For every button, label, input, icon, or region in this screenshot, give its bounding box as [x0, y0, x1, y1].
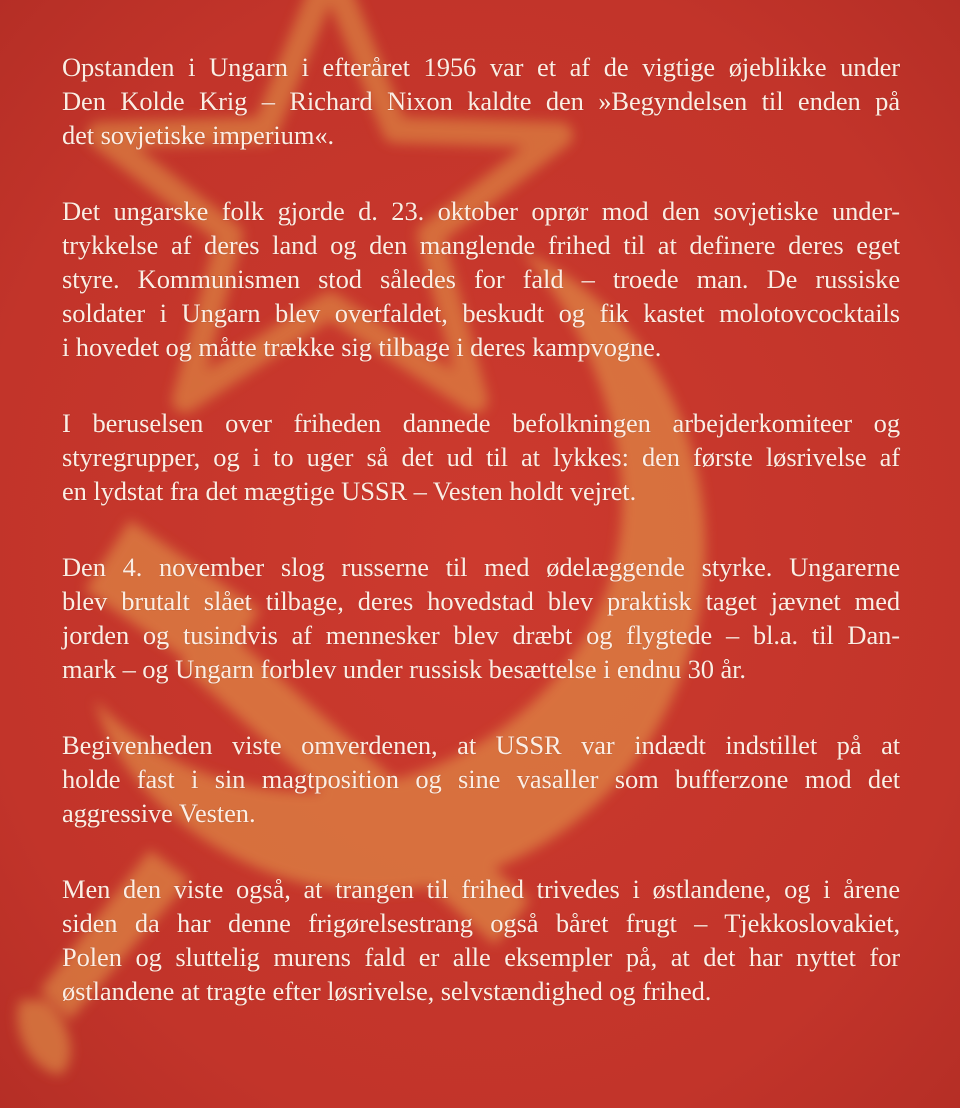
text-line: soldater i Ungarn blev overfaldet, beskudt og fik kastet molotovcocktails [62, 298, 900, 328]
text-line: en lydstat fra det mægtige USSR – Vesten holdt vejret. [62, 476, 637, 506]
text-line: Men den viste også, at trangen til frihed trivedes i østlandene, og i årene [62, 874, 900, 904]
paragraph-4 [62, 550, 900, 686]
text-line: Polen og sluttelig murens fald er alle eksempler på, at det har nyttet for [62, 942, 900, 972]
text-line: Opstanden i Ungarn i efteråret 1956 var et af de vigtige øjeblikke under [62, 52, 900, 82]
text-line: Den 4. november slog russerne til med ødelæggende styrke. Ungarerne [62, 552, 900, 582]
text-line: i hovedet og måtte trække sig tilbage i deres kampvogne. [62, 332, 662, 362]
body-text [62, 50, 900, 1008]
text-line: siden da har denne frigørelsestrang også båret frugt – Tjekkoslovakiet, [62, 908, 900, 938]
text-line: holde fast i sin magtposition og sine vasaller som bufferzone mod det [62, 764, 900, 794]
text-line: mark – og Ungarn forblev under russisk besættelse i endnu 30 år. [62, 654, 746, 684]
text-line: aggressive Vesten. [62, 798, 256, 828]
paragraph-6 [62, 872, 900, 1008]
text-line: det sovjetiske imperium«. [62, 120, 335, 150]
text-line: blev brutalt slået tilbage, deres hovedstad blev praktisk taget jævnet med [62, 586, 900, 616]
paragraph-5 [62, 728, 900, 830]
text-line: styregrupper, og i to uger så det ud til at lykkes: den første løsrivelse af [62, 442, 900, 472]
text-line: trykkelse af deres land og den manglende frihed til at definere deres eget [62, 230, 900, 260]
paragraph-1 [62, 50, 900, 152]
text-line: Begivenheden viste omverdenen, at USSR var indædt indstillet på at [62, 730, 900, 760]
text-line: østlandene at tragte efter løsrivelse, selvstændighed og frihed. [62, 976, 712, 1006]
text-line: I beruselsen over friheden dannede befolkningen arbejderkomiteer og [62, 408, 900, 438]
paragraph-3 [62, 406, 900, 508]
text-line: Den Kolde Krig – Richard Nixon kaldte den »Begyndelsen til enden på [62, 86, 900, 116]
text-line: Det ungarske folk gjorde d. 23. oktober oprør mod den sovjetiske under- [62, 196, 900, 226]
text-line: jorden og tusindvis af mennesker blev dræbt og flygtede – bl.a. til Dan- [62, 620, 900, 650]
paragraph-2 [62, 194, 900, 364]
text-line: styre. Kommunismen stod således for fald – troede man. De russiske [62, 264, 900, 294]
